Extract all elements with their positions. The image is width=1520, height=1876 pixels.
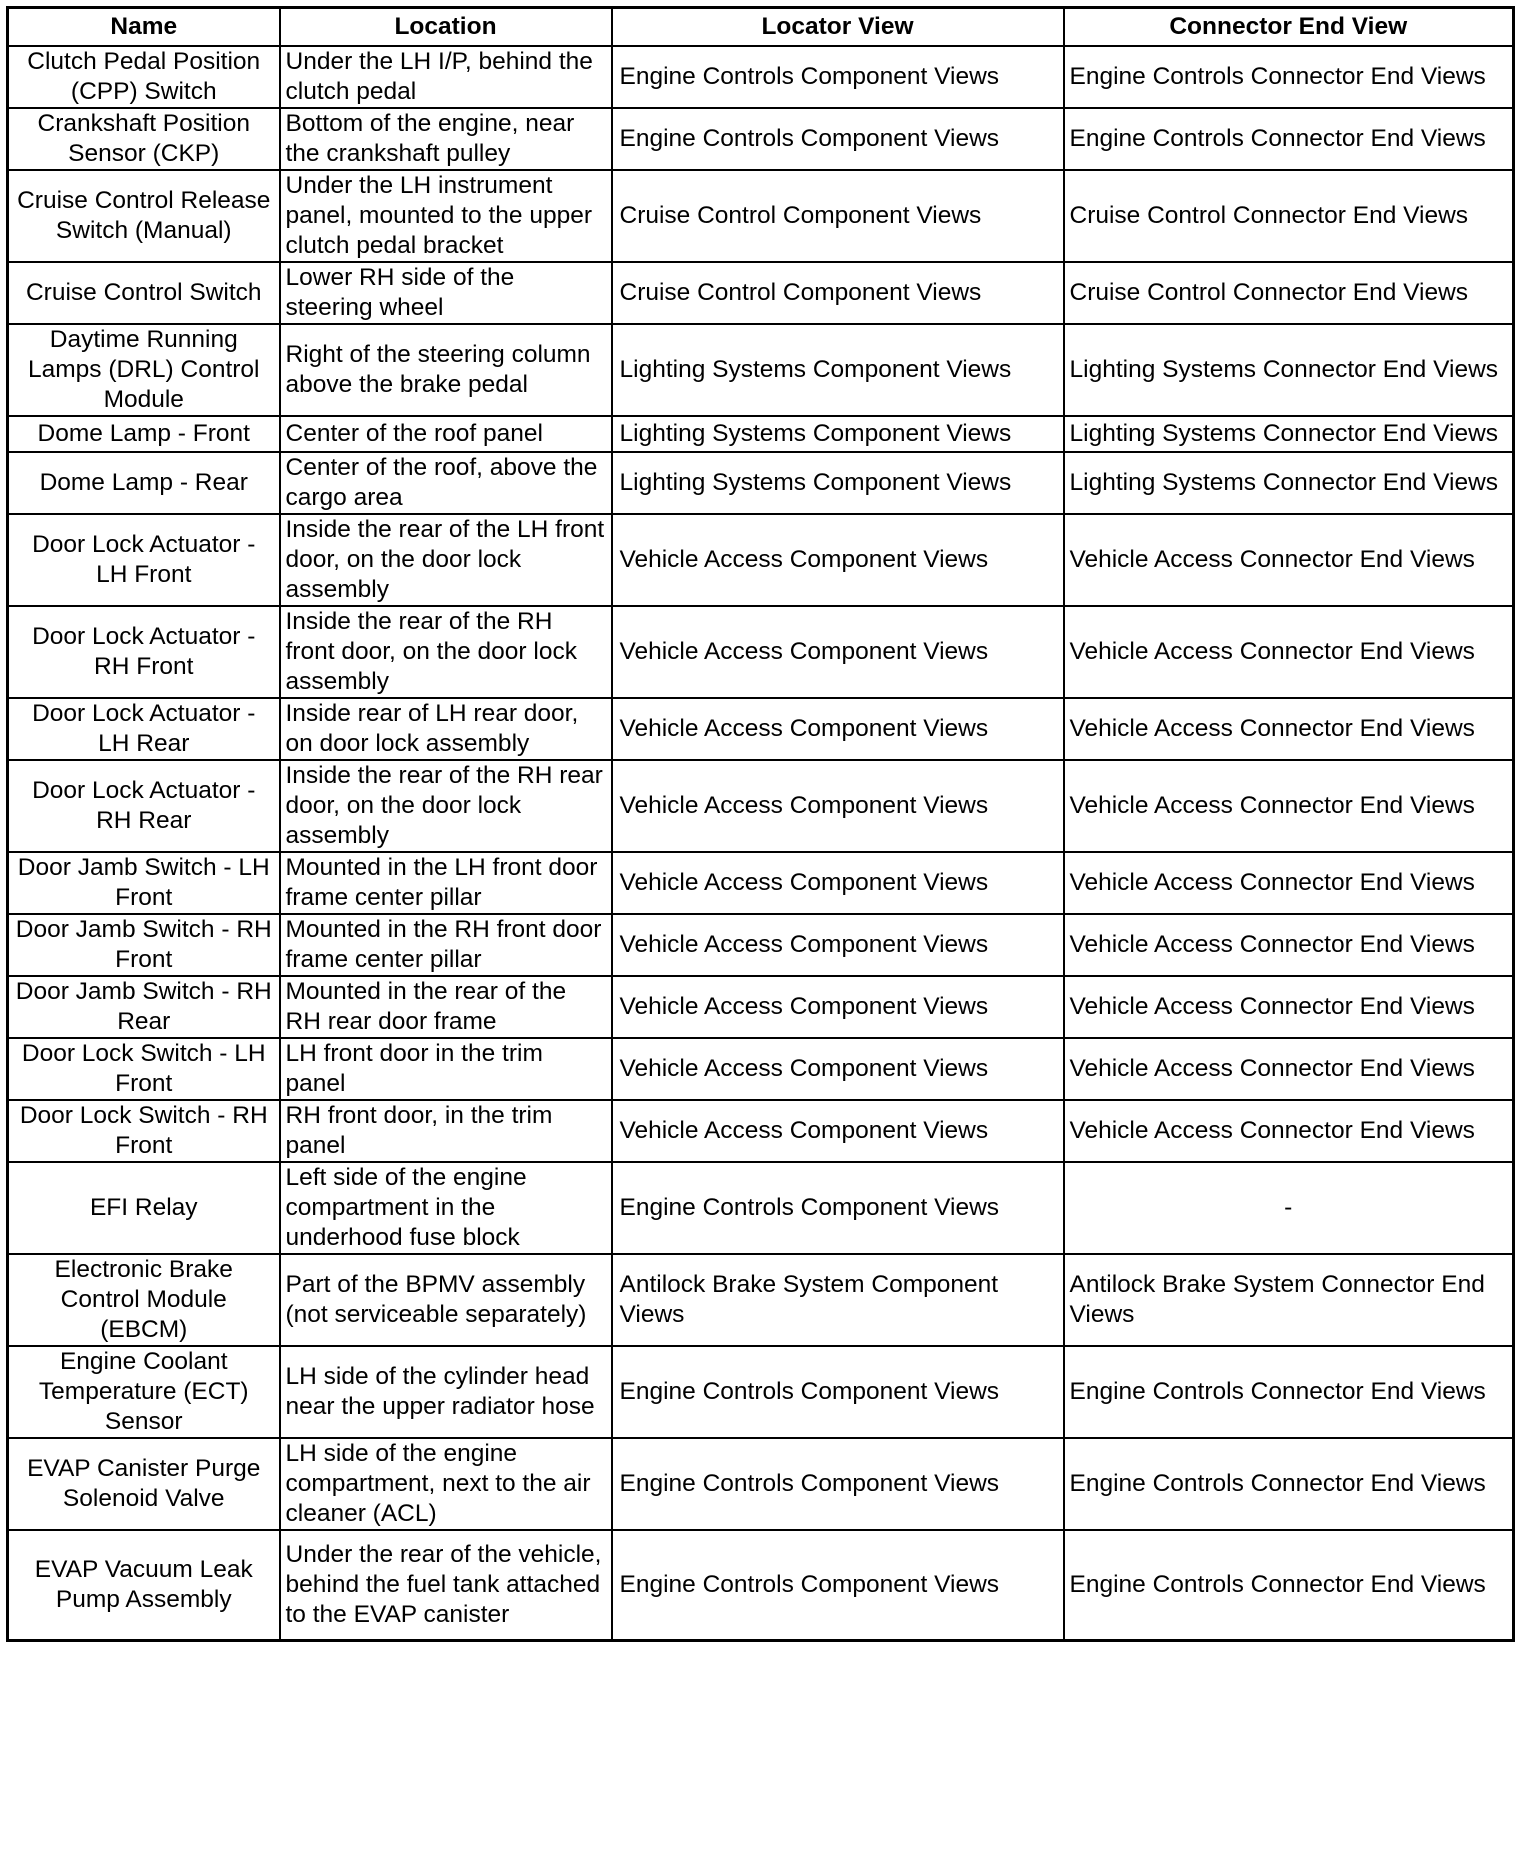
table-row (8, 170, 1514, 262)
connector-end-view-cell: Cruise Control Connector End Views (1064, 262, 1514, 324)
location-cell: LH side of the engine compartment, next to the air cleaner (ACL) (280, 1438, 612, 1530)
locator-view-cell: Vehicle Access Component Views (612, 698, 1064, 760)
location-cell: RH front door, in the trim panel (280, 1100, 612, 1162)
locator-view-cell: Vehicle Access Component Views (612, 976, 1064, 1038)
location-cell: Left side of the engine compartment in the underhood fuse block (280, 1162, 612, 1254)
connector-end-view-cell: Vehicle Access Connector End Views (1064, 1100, 1514, 1162)
connector-end-view-cell: Cruise Control Connector End Views (1064, 170, 1514, 262)
connector-end-view-cell: Vehicle Access Connector End Views (1064, 606, 1514, 698)
column-header-connector-end-view: Connector End View (1064, 8, 1514, 47)
table-row (8, 1530, 1514, 1640)
name-cell: Dome Lamp - Rear (8, 452, 280, 514)
locator-view-cell: Vehicle Access Component Views (612, 1100, 1064, 1162)
locator-view-cell: Engine Controls Component Views (612, 1530, 1064, 1640)
column-header-name: Name (8, 8, 280, 47)
locator-view-cell: Engine Controls Component Views (612, 1346, 1064, 1438)
location-cell: Center of the roof panel (280, 416, 612, 452)
location-cell: Part of the BPMV assembly (not serviceable separately) (280, 1254, 612, 1346)
table-header-row (8, 8, 1514, 47)
name-cell: Electronic Brake Control Module (EBCM) (8, 1254, 280, 1346)
connector-end-view-cell: - (1064, 1162, 1514, 1254)
table-body (8, 46, 1514, 1640)
table-row (8, 1038, 1514, 1100)
name-cell: Door Lock Actuator - RH Front (8, 606, 280, 698)
name-cell: EVAP Vacuum Leak Pump Assembly (8, 1530, 280, 1640)
name-cell: Door Jamb Switch - LH Front (8, 852, 280, 914)
location-cell: LH side of the cylinder head near the upper radiator hose (280, 1346, 612, 1438)
table-row (8, 606, 1514, 698)
table-row (8, 976, 1514, 1038)
locator-view-cell: Engine Controls Component Views (612, 1162, 1064, 1254)
location-cell: Right of the steering column above the brake pedal (280, 324, 612, 416)
name-cell: Crankshaft Position Sensor (CKP) (8, 108, 280, 170)
connector-end-view-cell: Lighting Systems Connector End Views (1064, 324, 1514, 416)
name-cell: Door Lock Actuator - RH Rear (8, 760, 280, 852)
connector-end-view-cell: Engine Controls Connector End Views (1064, 1346, 1514, 1438)
connector-end-view-cell: Engine Controls Connector End Views (1064, 1438, 1514, 1530)
name-cell: Cruise Control Switch (8, 262, 280, 324)
locator-view-cell: Cruise Control Component Views (612, 262, 1064, 324)
table-row (8, 698, 1514, 760)
location-cell: Under the LH I/P, behind the clutch pedal (280, 46, 612, 108)
connector-end-view-cell: Engine Controls Connector End Views (1064, 1530, 1514, 1640)
location-cell: Inside the rear of the LH front door, on the door lock assembly (280, 514, 612, 606)
name-cell: Door Lock Actuator - LH Rear (8, 698, 280, 760)
location-cell: Bottom of the engine, near the crankshaft pulley (280, 108, 612, 170)
locator-view-cell: Engine Controls Component Views (612, 46, 1064, 108)
name-cell: Door Lock Switch - RH Front (8, 1100, 280, 1162)
location-cell: Inside the rear of the RH front door, on the door lock assembly (280, 606, 612, 698)
location-cell: LH front door in the trim panel (280, 1038, 612, 1100)
name-cell: Door Jamb Switch - RH Front (8, 914, 280, 976)
table-row (8, 108, 1514, 170)
location-cell: Mounted in the RH front door frame center pillar (280, 914, 612, 976)
table-row (8, 914, 1514, 976)
table-row (8, 452, 1514, 514)
locator-view-cell: Vehicle Access Component Views (612, 914, 1064, 976)
locator-view-cell: Vehicle Access Component Views (612, 606, 1064, 698)
connector-end-view-cell: Vehicle Access Connector End Views (1064, 760, 1514, 852)
locator-view-cell: Lighting Systems Component Views (612, 452, 1064, 514)
table-row (8, 852, 1514, 914)
table-row (8, 1438, 1514, 1530)
location-cell: Center of the roof, above the cargo area (280, 452, 612, 514)
component-locator-table-wrapper (6, 6, 1512, 1642)
connector-end-view-cell: Vehicle Access Connector End Views (1064, 976, 1514, 1038)
name-cell: Dome Lamp - Front (8, 416, 280, 452)
table-row (8, 1162, 1514, 1254)
locator-view-cell: Vehicle Access Component Views (612, 760, 1064, 852)
table-row (8, 46, 1514, 108)
location-cell: Mounted in the LH front door frame center pillar (280, 852, 612, 914)
name-cell: Door Lock Actuator - LH Front (8, 514, 280, 606)
table-row (8, 416, 1514, 452)
connector-end-view-cell: Vehicle Access Connector End Views (1064, 514, 1514, 606)
name-cell: Engine Coolant Temperature (ECT) Sensor (8, 1346, 280, 1438)
locator-view-cell: Engine Controls Component Views (612, 108, 1064, 170)
connector-end-view-cell: Antilock Brake System Connector End Views (1064, 1254, 1514, 1346)
connector-end-view-cell: Vehicle Access Connector End Views (1064, 914, 1514, 976)
location-cell: Under the LH instrument panel, mounted to the upper clutch pedal bracket (280, 170, 612, 262)
location-cell: Inside rear of LH rear door, on door lock assembly (280, 698, 612, 760)
connector-end-view-cell: Lighting Systems Connector End Views (1064, 416, 1514, 452)
connector-end-view-cell: Engine Controls Connector End Views (1064, 46, 1514, 108)
location-cell: Inside the rear of the RH rear door, on the door lock assembly (280, 760, 612, 852)
location-cell: Under the rear of the vehicle, behind the fuel tank attached to the EVAP canister (280, 1530, 612, 1640)
connector-end-view-cell: Lighting Systems Connector End Views (1064, 452, 1514, 514)
table-row (8, 324, 1514, 416)
locator-view-cell: Cruise Control Component Views (612, 170, 1064, 262)
locator-view-cell: Vehicle Access Component Views (612, 514, 1064, 606)
locator-view-cell: Vehicle Access Component Views (612, 1038, 1064, 1100)
name-cell: Clutch Pedal Position (CPP) Switch (8, 46, 280, 108)
name-cell: Cruise Control Release Switch (Manual) (8, 170, 280, 262)
name-cell: Daytime Running Lamps (DRL) Control Module (8, 324, 280, 416)
locator-view-cell: Lighting Systems Component Views (612, 416, 1064, 452)
column-header-location: Location (280, 8, 612, 47)
name-cell: EFI Relay (8, 1162, 280, 1254)
table-row (8, 1346, 1514, 1438)
connector-end-view-cell: Engine Controls Connector End Views (1064, 108, 1514, 170)
name-cell: Door Lock Switch - LH Front (8, 1038, 280, 1100)
location-cell: Mounted in the rear of the RH rear door frame (280, 976, 612, 1038)
locator-view-cell: Engine Controls Component Views (612, 1438, 1064, 1530)
locator-view-cell: Vehicle Access Component Views (612, 852, 1064, 914)
table-row (8, 514, 1514, 606)
locator-view-cell: Antilock Brake System Component Views (612, 1254, 1064, 1346)
name-cell: EVAP Canister Purge Solenoid Valve (8, 1438, 280, 1530)
component-locator-table (6, 6, 1515, 1642)
connector-end-view-cell: Vehicle Access Connector End Views (1064, 1038, 1514, 1100)
table-row (8, 262, 1514, 324)
location-cell: Lower RH side of the steering wheel (280, 262, 612, 324)
table-row (8, 760, 1514, 852)
connector-end-view-cell: Vehicle Access Connector End Views (1064, 698, 1514, 760)
locator-view-cell: Lighting Systems Component Views (612, 324, 1064, 416)
table-row (8, 1100, 1514, 1162)
name-cell: Door Jamb Switch - RH Rear (8, 976, 280, 1038)
column-header-locator-view: Locator View (612, 8, 1064, 47)
connector-end-view-cell: Vehicle Access Connector End Views (1064, 852, 1514, 914)
table-row (8, 1254, 1514, 1346)
